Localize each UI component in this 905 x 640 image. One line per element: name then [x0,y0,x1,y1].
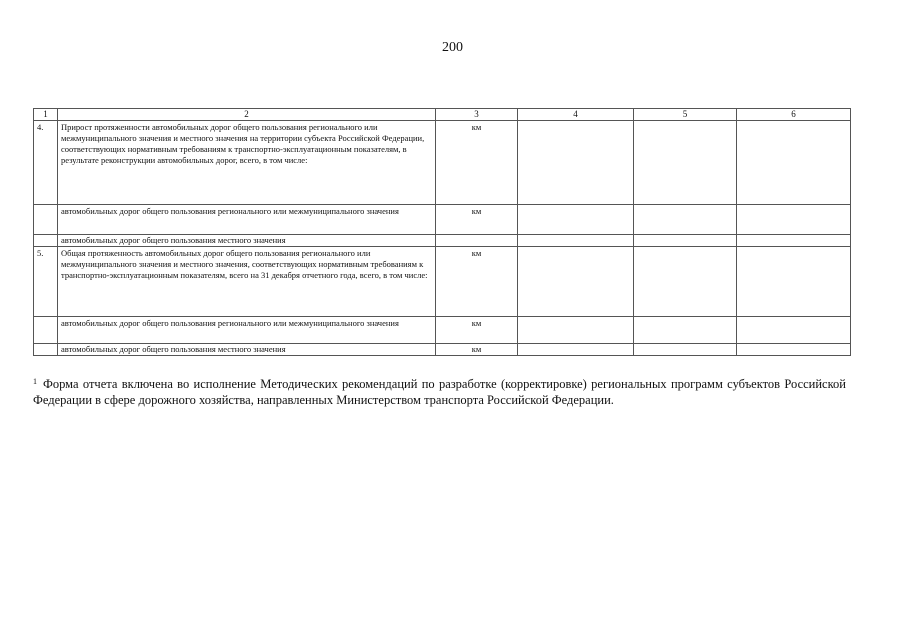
row-value-cell [634,235,737,247]
row-unit: км [436,317,518,344]
row-unit: км [436,121,518,205]
row-number [34,317,58,344]
table-row [34,317,851,344]
table-row [34,205,851,235]
column-header-6: 6 [737,109,851,121]
page-number: 200 [442,40,463,55]
row-value-cell [737,235,851,247]
row-value-cell [737,344,851,356]
table-row [34,247,851,317]
row-value-cell [634,344,737,356]
row-value-cell [737,121,851,205]
row-indicator-text: Прирост протяженности автомобильных дорог общего пользования регионального или межмуниципального значения и местного значения на территории субъекта Российской Федерации, соответствующих нормативным требованиям к транспортно-эксплуатационным показателям, в результате реконструкции автомобильных дорог, всего, в том числе: [58,121,436,205]
column-header-4: 4 [518,109,634,121]
row-indicator-text: автомобильных дорог общего пользования местного значения [58,235,436,247]
footnote-marker: 1 [33,377,37,386]
row-number [34,344,58,356]
row-indicator-text: Общая протяженность автомобильных дорог общего пользования регионального или межмуниципального значения и местного значения, соответствующих нормативным требованиям к транспортно-эксплуатационным показателям, всего на 31 декабря отчетного года, всего, в том числе: [58,247,436,317]
row-value-cell [518,205,634,235]
column-header-3: 3 [436,109,518,121]
row-number [34,205,58,235]
row-value-cell [518,121,634,205]
row-value-cell [518,247,634,317]
footnote [33,376,846,408]
row-unit [436,235,518,247]
row-value-cell [518,344,634,356]
footnote-text: Форма отчета включена во исполнение Методических рекомендаций по разработке (корректировке) региональных программ субъектов Российской Федерации в сфере дорожного хозяйства, направленных Министерством транспорта Российской Федерации. [33,377,846,407]
row-value-cell [737,205,851,235]
row-unit: км [436,205,518,235]
row-number: 4. [34,121,58,205]
row-value-cell [634,317,737,344]
row-indicator-text: автомобильных дорог общего пользования регионального или межмуниципального значения [58,317,436,344]
column-header-1: 1 [34,109,58,121]
row-indicator-text: автомобильных дорог общего пользования местного значения [58,344,436,356]
table-row [34,344,851,356]
row-value-cell [634,247,737,317]
table-row [34,235,851,247]
row-indicator-text: автомобильных дорог общего пользования регионального или межмуниципального значения [58,205,436,235]
row-value-cell [518,235,634,247]
row-value-cell [634,121,737,205]
column-header-5: 5 [634,109,737,121]
table-header-row [34,109,851,121]
row-value-cell [518,317,634,344]
row-unit: км [436,247,518,317]
row-unit: км [436,344,518,356]
table-row [34,121,851,205]
report-table [33,108,851,356]
column-header-2: 2 [58,109,436,121]
row-number [34,235,58,247]
row-value-cell [737,247,851,317]
row-number: 5. [34,247,58,317]
row-value-cell [634,205,737,235]
row-value-cell [737,317,851,344]
